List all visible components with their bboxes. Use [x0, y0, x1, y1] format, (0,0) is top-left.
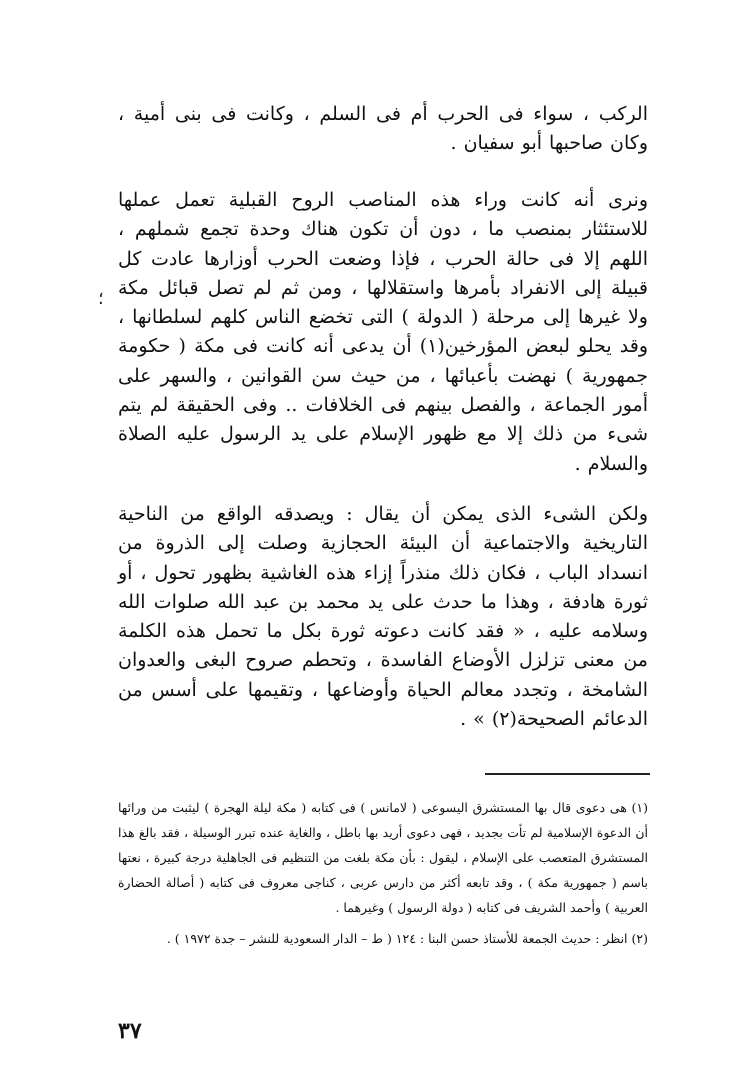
paragraph-2	[118, 186, 648, 479]
footnotes	[118, 795, 648, 951]
footnote-2: (٢) انظر : حديث الجمعة للأستاذ حسن البنا : ١٢٤ ( ط – الدار السعودية للنشر – جدة ١٩٧٢ ) .	[166, 931, 648, 946]
paragraph-2-text: ونرى أنه كانت وراء هذه المناصب الروح القبلية تعمل عملها للاستئثار بمنصب ما ، دون أن تكون هناك وحدة تجمع شملهم ، اللهم إلا فى حالة الحرب ، فإذا وضعت الحرب أوزارها عادت كل قبيلة إلى الانفراد بأمرها واستقلالها ، ومن ثم لم تصل قبائل مكة ولا غيرها إلى مرحلة ( الدولة ) التى تخضع الناس كلهم لسلطانها ، وقد يحلو لبعض المؤرخين(١) أن يدعى أنه كانت فى مكة ( حكومة جمهورية ) نهضت بأعبائها ، من حيث سن القوانين ، والسهر على أمور الجماعة ، والفصل بينهم فى الخلافات .. وفى الحقيقة لم يتم شىء من ذلك إلا مع ظهور الإسلام على يد الرسول عليه الصلاة والسلام .	[118, 189, 648, 475]
footnote-separator	[485, 773, 650, 775]
page-number: ٣٧	[118, 1018, 142, 1044]
paragraph-1	[118, 100, 648, 159]
paragraph-1-text: الركب ، سواء فى الحرب أم فى السلم ، وكانت فى بنى أمية ، وكان صاحبها أبو سفيان .	[118, 103, 648, 155]
paragraph-3-text: ولكن الشىء الذى يمكن أن يقال : ويصدقه الواقع من الناحية التاريخية والاجتماعية أن البيئة الحجازية وصلت إلى الذروة من انسداد الباب ، فكان ذلك منذراً إزاء هذه الغاشية بظهور تحول ، أو ثورة هادفة ، وهذا ما حدث على يد محمد بن عبد الله صلوات الله وسلامه عليه ، « فقد كانت دعوته ثورة بكل ما تحمل هذه الكلمة من معنى تزلزل الأوضاع الفاسدة ، وتحطم صروح البغى والعدوان الشامخة ، وتجدد معالم الحياة وأوضاعها ، وتقيمها على أسس من الدعائم الصحيحة(٢) » .	[118, 503, 648, 731]
paragraph-3	[118, 500, 648, 734]
margin-mark: ؛	[98, 288, 104, 309]
footnote-1: (١) هى دعوى قال بها المستشرق اليسوعى ( لامانس ) فى كتابه ( مكة ليلة الهجرة ) ليثبت من ورائها أن الدعوة الإسلامية لم تأت بجديد ، فهى دعوى أريد بها باطل ، والغاية عنده تبرر الوسيلة ، فقد بالغ هذا المستشرق المتعصب على الإسلام ، ليقول : بأن مكة بلغت من التنظيم فى الجاهلية درجة كبيرة ، نعتها باسم ( جمهورية مكة ) ، وقد تابعه أكثر من دارس عربى ، كناجى معروف فى كتابه ( أصالة الحضارة العربية ) وأحمد الشريف فى كتابه ( دولة الرسول ) وغيرهما .	[118, 800, 648, 915]
